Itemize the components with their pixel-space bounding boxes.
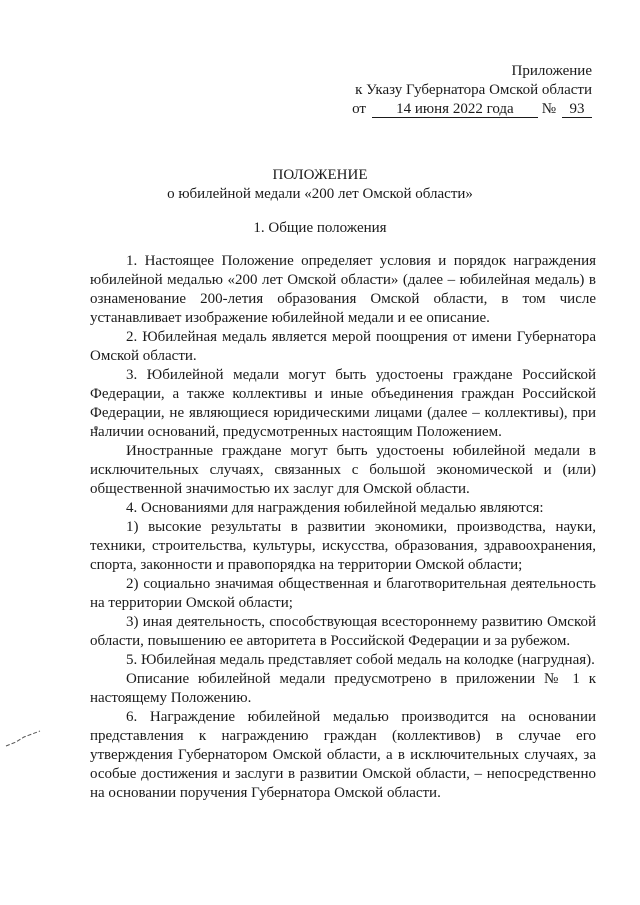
number-prefix: №	[541, 101, 556, 117]
paragraph-5: 5. Юбилейная медаль представляет собой медаль на колодке (нагрудная).	[126, 652, 595, 668]
decree-date: 14 июня 2022 года	[372, 102, 538, 118]
paragraph-1: 1. Настоящее Положение определяет условия и порядок награждения юбилейной медалью «200 лет Омской области» (далее – юбилейная медаль) в ознаменование 200-летия образования Омской области, в том числе устанавливает изображение юбилейной медали и ее описание.	[90, 253, 596, 326]
document-body	[90, 252, 596, 803]
decree-date-number-line	[352, 100, 592, 119]
paragraph-4-item-1: 1) высокие результаты в развитии экономики, производства, науки, техники, строительства, культуры, искусства, образования, здравоохранения, спорта, законности и правопорядка на территории Омской области;	[90, 519, 596, 573]
paragraph-4-item-2: 2) социально значимая общественная и благотворительная деятельность на территории Омской области;	[90, 576, 596, 611]
paragraph-2: 2. Юбилейная медаль является мерой поощрения от имени Губернатора Омской области.	[90, 329, 596, 364]
paragraph-6: 6. Награждение юбилейной медалью производится на основании представления к награждению граждан (коллективов) в случае его утверждения Губернатором Омской области, а в исключительных случаях, за особые достижения и заслуги в развитии Омской области, – непосредственно на основании поручения Губернатора Омской области.	[90, 709, 596, 801]
paragraph-4-item-3: 3) иная деятельность, способствующая всестороннему развитию Омской области, повышению ее авторитета в Российской Федерации и за рубежом.	[90, 614, 596, 649]
document-subtitle: о юбилейной медали «200 лет Омской области»	[167, 186, 473, 202]
appendix-header	[352, 62, 592, 119]
appendix-label: Приложение	[511, 63, 592, 79]
paragraph-medal-description: Описание юбилейной медали предусмотрено в приложении № 1 к настоящему Положению.	[90, 671, 596, 706]
paragraph-4: 4. Основаниями для награждения юбилейной медалью являются:	[126, 500, 544, 516]
decree-reference: к Указу Губернатора Омской области	[355, 82, 592, 98]
decree-number: 93	[562, 102, 592, 118]
date-prefix: от	[352, 101, 366, 117]
paragraph-3: 3. Юбилейной медали могут быть удостоены граждане Российской Федерации, а также коллективы и иные объединения граждан Российской Федерации, не являющиеся юридическими лицами (далее – коллективы), при наличии оснований, предусмотренных настоящим Положением.	[90, 367, 596, 440]
section-heading: 1. Общие положения	[253, 220, 387, 236]
margin-pen-mark	[4, 728, 42, 750]
paragraph-foreign-citizens: Иностранные граждане могут быть удостоены юбилейной медали в исключительных случаях, связанных с большой экономической и (или) общественной значимостью их заслуг для Омской области.	[90, 443, 596, 497]
document-title: ПОЛОЖЕНИЕ	[272, 167, 368, 183]
